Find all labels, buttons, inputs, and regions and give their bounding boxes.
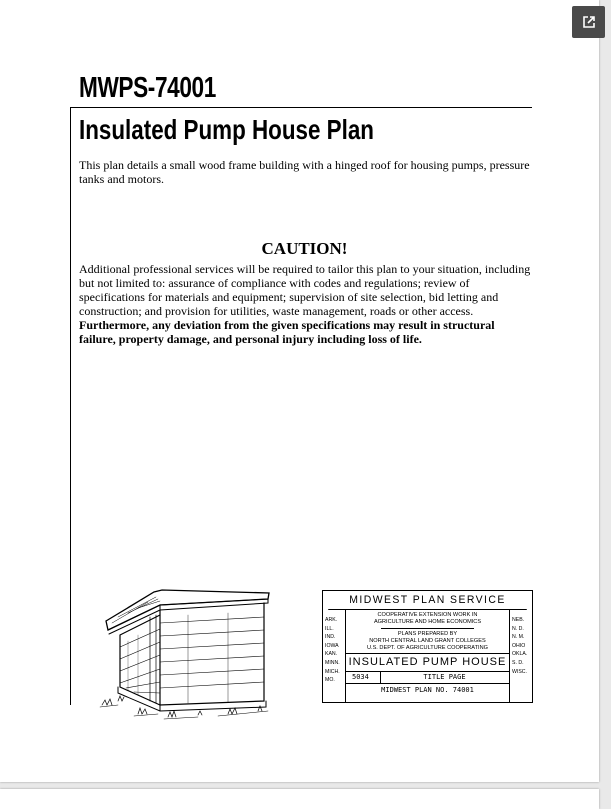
- caution-paragraph: [79, 262, 534, 346]
- cooperative-text: COOPERATIVE EXTENSION WORK IN AGRICULTURE AND HOME ECONOMICS: [373, 612, 482, 625]
- prepared-by-text: PLANS PREPARED BY NORTH CENTRAL LAND GRANT COLLEGES U.S. DEPT. OF AGRICULTURE COOPERATING: [366, 631, 488, 651]
- title-block-header: MIDWEST PLAN SERVICE: [328, 591, 527, 610]
- title-block-center: [346, 609, 509, 702]
- pump-house-drawing: [98, 583, 276, 725]
- center-divider: [381, 628, 474, 629]
- popout-button[interactable]: [572, 6, 605, 38]
- margin-rule: [70, 107, 71, 705]
- plan-title: Insulated Pump House Plan: [79, 114, 374, 145]
- popout-icon: [582, 15, 596, 29]
- next-page: [0, 789, 599, 809]
- states-left-list: ARK. ILL. IND. IOWA KAN. MINN. MICH. MO.: [325, 617, 340, 684]
- states-right-column: [509, 609, 532, 702]
- title-rule: [70, 107, 532, 108]
- sheet-info-row: [346, 671, 509, 684]
- intro-paragraph: This plan details a small wood frame building with a hinged roof for housing pumps, pressure tanks and motors.: [79, 158, 530, 186]
- caution-heading: CAUTION!: [261, 239, 348, 258]
- states-right-list: NEB. N. D. N. M. OHIO OKLA. S. D. WISC.: [512, 617, 528, 675]
- caution-body-bold: Furthermore, any deviation from the given specifications may result in structural failure, property damage, and personal injury including loss of life.: [79, 318, 495, 346]
- plan-number: MIDWEST PLAN NO. 74001: [381, 686, 474, 694]
- title-block: [322, 590, 533, 703]
- sheet-label: TITLE PAGE: [423, 673, 466, 681]
- plan-id: MWPS-74001: [79, 72, 216, 104]
- project-name: INSULATED PUMP HOUSE: [346, 653, 509, 672]
- sheet-number: 5034: [352, 673, 369, 681]
- caution-body-regular: Additional professional services will be required to tailor this plan to your situation, including but not limited to: assurance of compliance with codes and regulations; review of specifications for materials and equipment; supervision of site selection, bid letting and construction; and provision for utilities, waste management, roads or other access.: [79, 262, 531, 318]
- states-left-column: [323, 609, 346, 702]
